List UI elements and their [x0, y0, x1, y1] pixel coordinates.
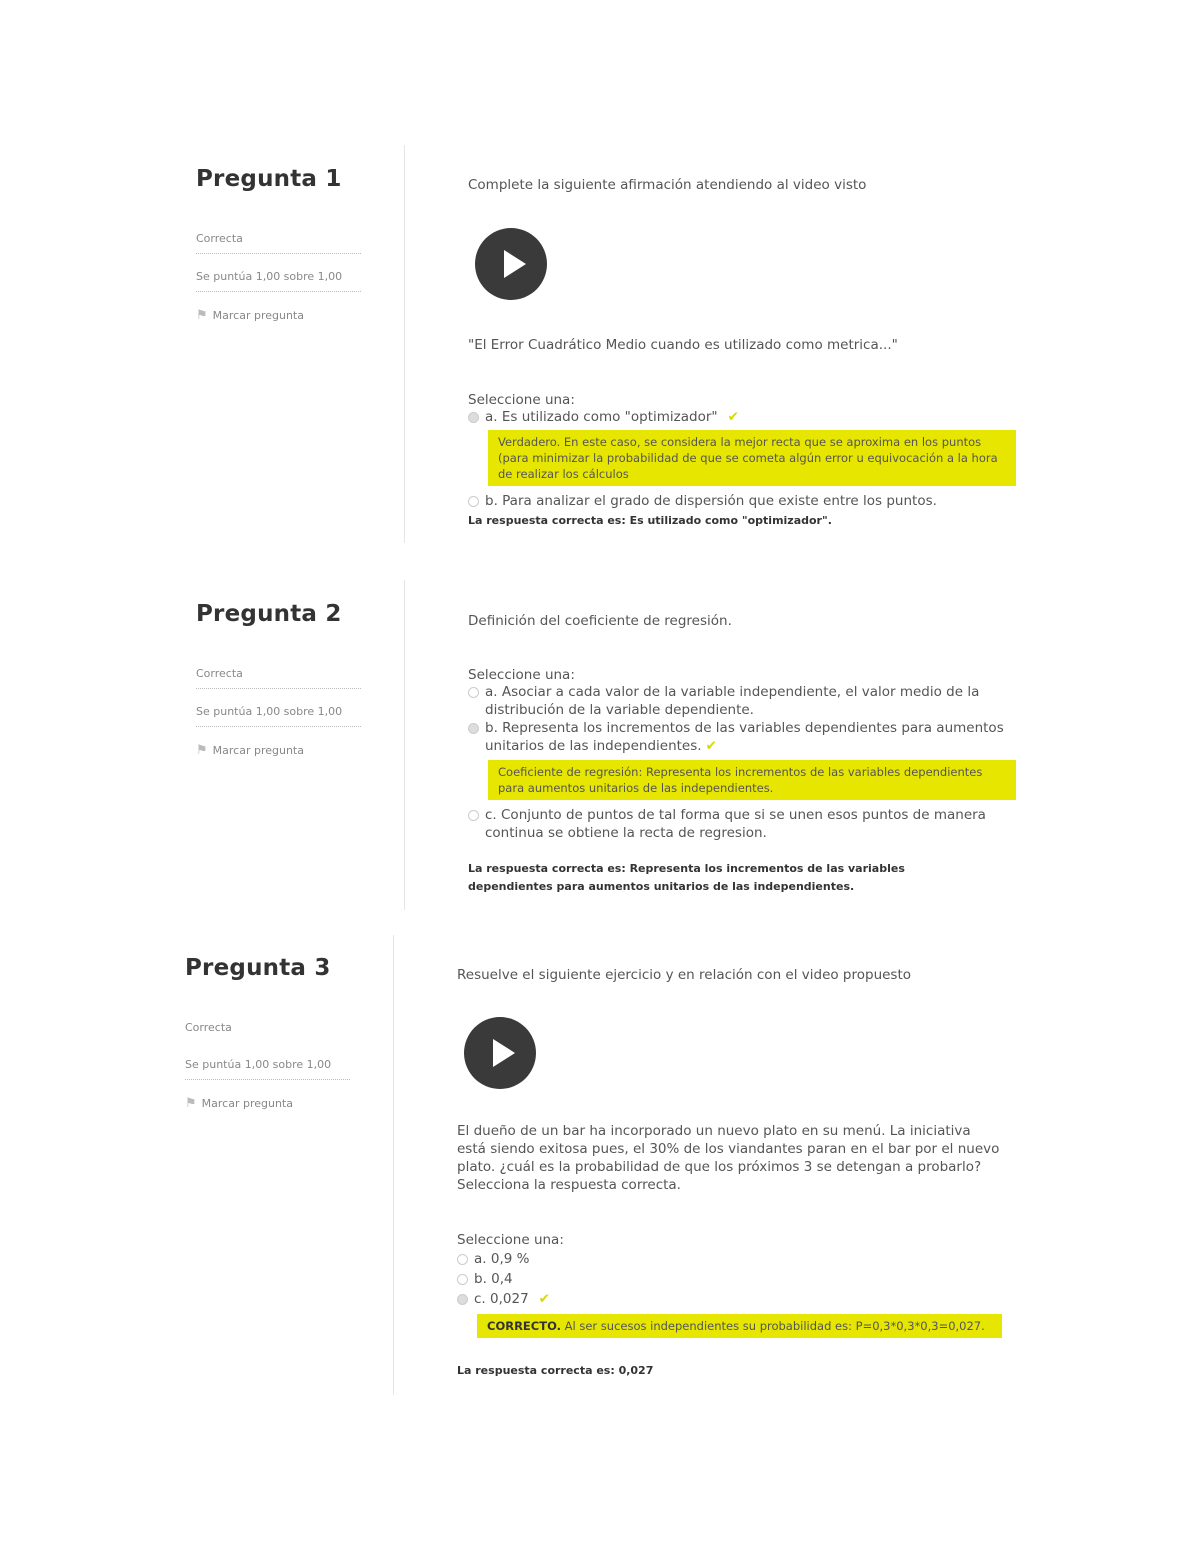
select-one-label: Seleccione una:: [457, 1232, 564, 1248]
radio-selected[interactable]: [457, 1294, 468, 1305]
answer-option-b[interactable]: [457, 1270, 1007, 1288]
question-prompt: Definición del coeficiente de regresión.: [468, 613, 732, 629]
flag-question-link[interactable]: [196, 743, 361, 758]
radio-selected[interactable]: [468, 723, 479, 734]
question-content-1: [468, 176, 1018, 530]
option-text: b. 0,4: [474, 1271, 513, 1287]
correct-answer: La respuesta correcta es: 0,027: [457, 1364, 654, 1377]
feedback-verdict: CORRECTO.: [487, 1319, 561, 1333]
question-status: Correcta: [185, 1021, 232, 1034]
question-score: Se puntúa 1,00 sobre 1,00: [196, 705, 361, 727]
flag-icon: ⚑: [196, 308, 208, 323]
question-info-2: [196, 601, 361, 758]
answer-option-a[interactable]: [468, 408, 1018, 426]
flag-question-label: Marcar pregunta: [212, 309, 304, 322]
correct-answer: La respuesta correcta es: Representa los incrementos de las variables dependientes para aumentos unitarios de las independientes.: [468, 862, 905, 893]
option-text: a. Es utilizado como "optimizador": [485, 409, 718, 425]
radio-unselected[interactable]: [468, 810, 479, 821]
flag-icon: ⚑: [185, 1096, 197, 1111]
video-play-button[interactable]: [475, 228, 547, 300]
correct-answer: La respuesta correcta es: Es utilizado como "optimizador".: [468, 514, 832, 527]
question-info-1: [196, 166, 361, 323]
question-title: Pregunta 1: [196, 166, 342, 192]
column-divider: [404, 580, 405, 910]
option-feedback: [477, 1314, 1002, 1338]
question-status: Correcta: [196, 667, 361, 689]
select-one-label: Seleccione una:: [468, 392, 575, 408]
check-icon: ✔: [538, 1291, 550, 1307]
video-play-button[interactable]: [464, 1017, 536, 1089]
question-score: Se puntúa 1,00 sobre 1,00: [185, 1058, 350, 1080]
question-content-3: [457, 966, 1007, 1380]
radio-unselected[interactable]: [457, 1254, 468, 1265]
answer-option-a[interactable]: [468, 683, 1018, 719]
flag-question-label: Marcar pregunta: [212, 744, 304, 757]
question-prompt: Resuelve el siguiente ejercicio y en relación con el video propuesto: [457, 967, 912, 983]
option-text: c. Conjunto de puntos de tal forma que si se unen esos puntos de manera continua se obtiene la recta de regresion.: [485, 807, 986, 841]
flag-question-link[interactable]: [196, 308, 361, 323]
flag-question-label: Marcar pregunta: [201, 1097, 293, 1110]
select-one-label: Seleccione una:: [468, 667, 575, 683]
radio-unselected[interactable]: [468, 496, 479, 507]
check-icon: ✔: [727, 409, 739, 425]
question-prompt: Complete la siguiente afirmación atendiendo al video visto: [468, 177, 867, 193]
option-text: a. Asociar a cada valor de la variable independiente, el valor medio de la distribución de la variable dependiente.: [485, 684, 980, 718]
question-content-2: [468, 612, 1018, 896]
answer-option-b[interactable]: [468, 719, 1018, 755]
question-status: Correcta: [196, 232, 361, 254]
question-score: Se puntúa 1,00 sobre 1,00: [196, 270, 361, 292]
question-statement: "El Error Cuadrático Medio cuando es utilizado como metrica...": [468, 337, 898, 353]
radio-unselected[interactable]: [468, 687, 479, 698]
answer-option-b[interactable]: [468, 492, 1018, 510]
flag-question-link[interactable]: [185, 1096, 350, 1111]
option-feedback: Verdadero. En este caso, se considera la mejor recta que se aproxima en los puntos (para minimizar la probabilidad de que se cometa algún error u equivocación a la hora de realizar los cálculos: [488, 430, 1016, 486]
option-text: b. Representa los incrementos de las variables dependientes para aumentos unitarios de las independientes.: [485, 720, 1004, 754]
question-info-3: [185, 955, 350, 1111]
feedback-text: Al ser sucesos independientes su probabilidad es: P=0,3*0,3*0,3=0,027.: [560, 1319, 985, 1333]
option-text: a. 0,9 %: [474, 1251, 530, 1267]
option-feedback: Coeficiente de regresión: Representa los incrementos de las variables dependientes para aumentos unitarios de las independientes.: [488, 760, 1016, 800]
flag-icon: ⚑: [196, 743, 208, 758]
radio-unselected[interactable]: [457, 1274, 468, 1285]
question-title: Pregunta 3: [185, 955, 331, 981]
column-divider: [404, 145, 405, 543]
question-title: Pregunta 2: [196, 601, 342, 627]
question-statement: El dueño de un bar ha incorporado un nuevo plato en su menú. La iniciativa está siendo exitosa pues, el 30% de los viandantes paran en el bar por el nuevo plato. ¿cuál es la probabilidad de que los próximos 3 se detengan a probarlo? Selecciona la respuesta correcta.: [457, 1123, 1000, 1193]
option-text: c. 0,027: [474, 1291, 529, 1307]
answer-option-c[interactable]: [457, 1290, 1007, 1308]
check-icon: ✔: [705, 738, 717, 754]
column-divider: [393, 935, 394, 1395]
radio-selected[interactable]: [468, 412, 479, 423]
answer-option-c[interactable]: [468, 806, 1018, 842]
answer-option-a[interactable]: [457, 1250, 1007, 1268]
option-text: b. Para analizar el grado de dispersión que existe entre los puntos.: [485, 493, 937, 509]
